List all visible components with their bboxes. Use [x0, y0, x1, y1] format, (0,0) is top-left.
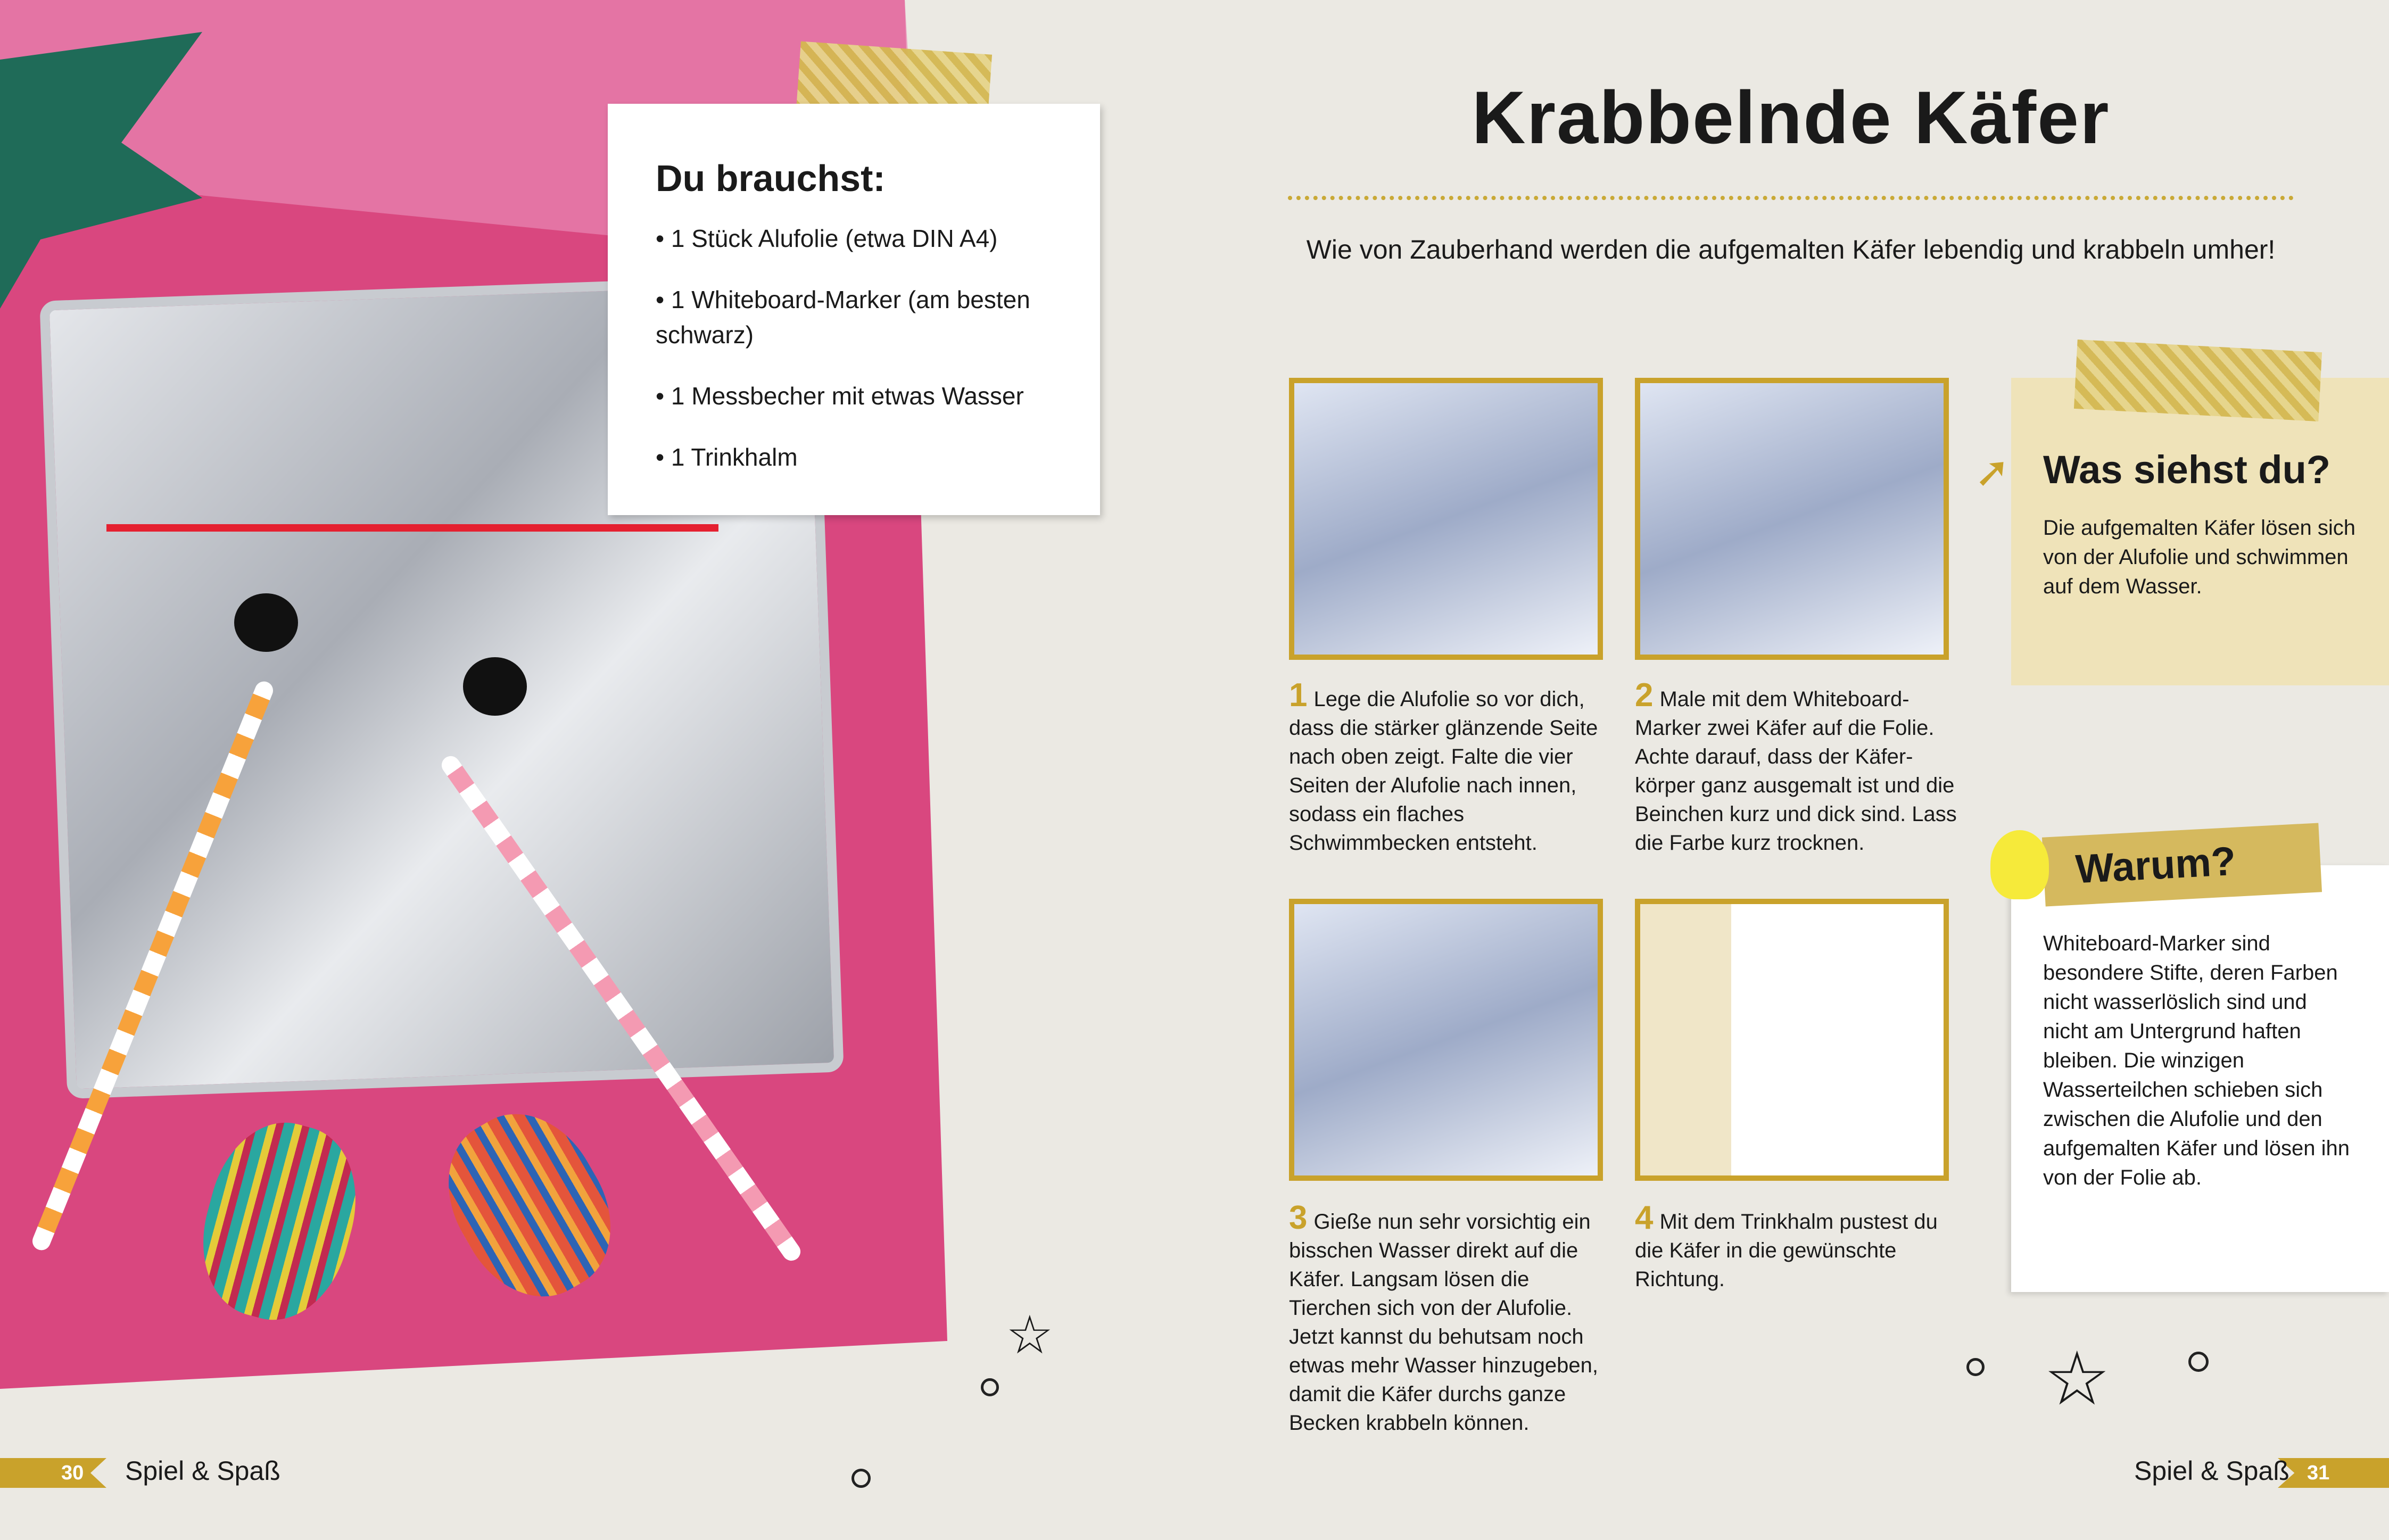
arrow-icon: ➚ [1974, 448, 2011, 495]
step-4: 4 Mit dem Trinkhalm pustest du die Käfer in die gewünschte Richtung. [1635, 1199, 1938, 1291]
explanation-box [2011, 865, 2389, 1292]
materials-list [656, 221, 1052, 475]
step-1: 1 Lege die Alufolie so vor dich, dass die stärker glänzende Seite nach oben zeigt. Falte die vier Seiten der Alufolie nach innen, sodass ein flaches Schwimmbecken entsteht. [1289, 677, 1598, 855]
page-title: Krabbelnde Käfer [1472, 76, 2110, 159]
drawn-beetle [234, 593, 298, 652]
footer-bar-left [0, 1458, 106, 1488]
footer-bar-right [2278, 1458, 2389, 1488]
explanation-heading: Warum? [2042, 823, 2322, 906]
tape [2074, 340, 2322, 421]
step-2: 2 Male mit dem Whiteboard-Marker zwei Käfer auf die Folie. Achte darauf, dass der Käfer-körper ganz ausgemalt ist und die Beinchen kurz und dick sind. Lass die Farbe kurz trocknen. [1635, 677, 1957, 855]
bubble-decoration [1966, 1358, 1985, 1376]
observation-text: Die aufgemalten Käfer lösen sich von der Alufolie und schwimmen auf dem Wasser. [2043, 516, 2355, 598]
step-3: 3 Gieße nun sehr vorsichtig ein bisschen Wasser direkt auf die Käfer. Langsam lösen die Tierchen sich von der Alufolie. Jetzt kannst du behutsam noch etwas mehr Wasser hinzugeben, damit die Käfer durchs ganze Becken krabbeln können. [1289, 1199, 1599, 1435]
list-item: • 1 Trinkhalm [656, 443, 798, 471]
step-1-illustration [1289, 378, 1603, 660]
star-icon: ☆ [2044, 1337, 2111, 1420]
list-item: • 1 Messbecher mit etwas Wasser [656, 382, 1024, 410]
subtitle: Wie von Zauberhand werden die aufgemalten Käfer lebendig und krabbeln umher! [1306, 235, 2276, 264]
page-number-left: 30 [61, 1462, 84, 1484]
list-item: • 1 Whiteboard-Marker (am besten schwarz) [656, 285, 1030, 349]
lightbulb-icon [1990, 830, 2049, 899]
bubble-decoration [852, 1469, 871, 1488]
page-number-right: 31 [2307, 1462, 2330, 1484]
bubble-decoration [981, 1378, 999, 1396]
list-item: • 1 Stück Alufolie (etwa DIN A4) [656, 225, 998, 252]
section-label-left: Spiel & Spaß [125, 1456, 280, 1486]
section-label-right: Spiel & Spaß [2134, 1456, 2289, 1486]
step-3-illustration [1289, 899, 1603, 1181]
star-icon: ☆ [1006, 1305, 1054, 1365]
materials-heading: Du brauchst: [656, 158, 886, 199]
step-2-illustration [1635, 378, 1949, 660]
dotted-divider [1288, 196, 2294, 200]
explanation-text: Whiteboard-Marker sind besondere Stifte, deren Farben nicht wasserlöslich sind und nicht am Untergrund haften bleiben. Die winzigen Wasserteilchen schieben sich zwischen die Alufolie und den aufgemalten Käfer und lösen ihn von der Folie ab. [2043, 932, 2350, 1189]
bubble-decoration [2188, 1352, 2209, 1372]
step-4-illustration [1635, 899, 1949, 1181]
drawn-beetle [463, 657, 527, 716]
observation-heading: Was siehst du? [2043, 448, 2331, 492]
materials-card [608, 104, 1100, 515]
red-drawing [106, 524, 718, 532]
observation-box [2011, 378, 2389, 685]
